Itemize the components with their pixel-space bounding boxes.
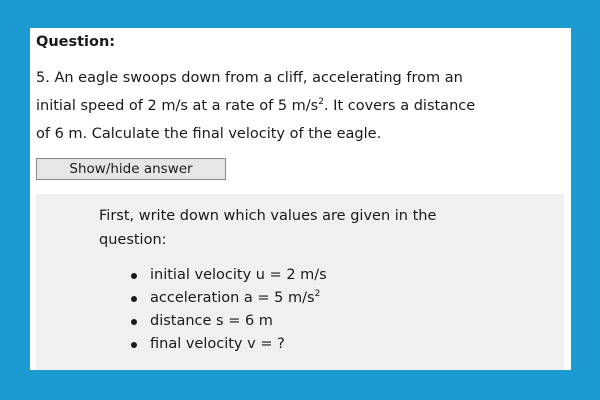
given-values-list [131,264,327,356]
question-heading: Question: [36,34,116,50]
question-line-1: 5. An eagle swoops down from a cliff, accelerating from an [36,70,463,86]
answer-intro-line-2: question: [99,232,167,248]
bullet-icon [131,273,137,279]
answer-panel [36,194,564,370]
question-line-2-text: initial speed of 2 m/s at a rate of 5 m/s [36,98,319,114]
answer-intro [99,204,519,252]
given-value-final-velocity [131,333,327,356]
question-line-3: of 6 m. Calculate the final velocity of the eagle. [36,126,382,142]
given-value-initial-velocity [131,264,327,287]
given-value-text: distance s = 6 m [150,313,273,329]
bullet-icon [131,296,137,302]
question-line-2-rest: . It covers a distance [323,98,476,114]
given-value-text: initial velocity u = 2 m/s [150,267,327,283]
given-value-text: final velocity v = ? [150,336,285,352]
question-card [30,28,571,370]
given-value-distance [131,310,327,333]
bullet-icon [131,319,137,325]
show-hide-answer-button[interactable]: Show/hide answer [36,158,226,180]
given-value-text: acceleration a = 5 m/s [150,290,315,306]
bullet-icon [131,342,137,348]
squared-superscript: 2 [314,289,321,299]
given-value-acceleration [131,287,327,310]
question-text [36,64,564,148]
answer-intro-line-1: First, write down which values are given in the [99,208,437,224]
question-line-2 [36,98,475,114]
squared-superscript: 2 [318,97,324,107]
